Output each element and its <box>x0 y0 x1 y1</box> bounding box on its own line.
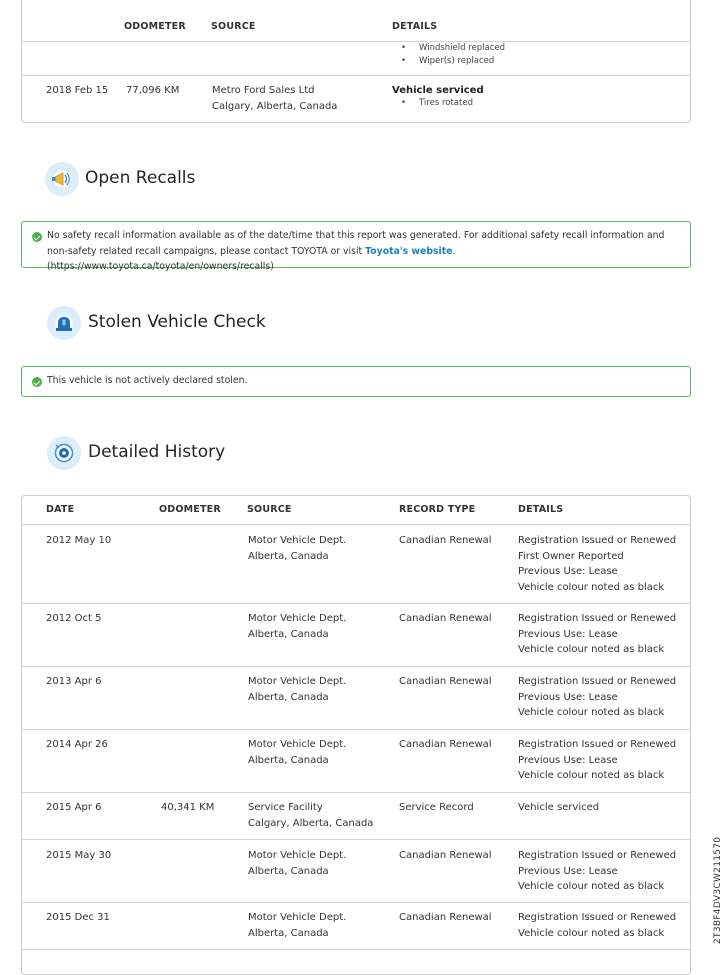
row-date: 2015 Dec 31 <box>46 912 110 923</box>
col-header-date: DATE <box>46 504 75 515</box>
row-details: Registration Issued or Renewed Previous Use: Lease Vehicle colour noted as black <box>518 613 677 656</box>
stolen-check-title: Stolen Vehicle Check <box>88 312 266 332</box>
row-record-type: Canadian Renewal <box>399 850 492 861</box>
detailed-history-title: Detailed History <box>88 442 226 462</box>
open-recalls-title: Open Recalls <box>85 168 196 188</box>
col-header-source: SOURCE <box>247 504 292 515</box>
row-date: 2015 Apr 6 <box>46 802 102 813</box>
row-record-type: Canadian Renewal <box>399 676 492 687</box>
row-odometer: 40,341 KM <box>161 802 215 813</box>
siren-icon <box>47 306 81 340</box>
row-record-type: Canadian Renewal <box>399 613 492 624</box>
row-date: 2012 Oct 5 <box>46 613 102 624</box>
row-date: 2012 May 10 <box>46 535 112 546</box>
row-source: Metro Ford Sales Ltd Calgary, Alberta, Canada <box>212 85 338 112</box>
col-header-source: SOURCE <box>211 21 256 32</box>
row-source: Motor Vehicle Dept. Alberta, Canada <box>248 850 347 877</box>
row-source: Motor Vehicle Dept. Alberta, Canada <box>248 535 347 562</box>
row-detail-title: Vehicle serviced <box>392 85 484 96</box>
row-record-type: Canadian Renewal <box>399 912 492 923</box>
continued-details-list <box>401 42 505 67</box>
toyota-website-link[interactable]: Toyota's website <box>365 245 453 257</box>
history-icon <box>47 436 81 470</box>
col-header-details: DETAILS <box>518 504 564 515</box>
check-circle-icon <box>32 377 42 387</box>
detailed-history-table <box>21 495 691 975</box>
row-details: Registration Issued or Renewed Previous Use: Lease Vehicle colour noted as black <box>518 850 677 893</box>
row-details: Registration Issued or Renewed Previous Use: Lease Vehicle colour noted as black <box>518 676 677 719</box>
col-header-odometer: ODOMETER <box>124 21 186 32</box>
col-header-odometer: ODOMETER <box>159 504 221 515</box>
service-history-table <box>21 0 691 123</box>
row-details: Registration Issued or Renewed First Owner Reported Previous Use: Lease Vehicle colour noted as black <box>518 535 677 593</box>
stolen-check-alert: This vehicle is not actively declared stolen. <box>21 366 691 397</box>
row-details: Registration Issued or Renewed Previous Use: Lease Vehicle colour noted as black <box>518 739 677 782</box>
list-item: • Windshield replaced <box>401 42 505 55</box>
row-details: Registration Issued or Renewed Vehicle colour noted as black <box>518 912 677 939</box>
col-header-record-type: RECORD TYPE <box>399 504 476 515</box>
row-record-type: Service Record <box>399 802 474 813</box>
row-date: 2015 May 30 <box>46 850 112 861</box>
row-date: 2018 Feb 15 <box>46 85 109 96</box>
row-date: 2013 Apr 6 <box>46 676 102 687</box>
vin-margin-label: 2T3BF4DV3CW211570 <box>713 836 723 944</box>
row-source: Motor Vehicle Dept. Alberta, Canada <box>248 613 347 640</box>
row-source: Service Facility Calgary, Alberta, Canada <box>248 802 374 829</box>
list-item: • Wiper(s) replaced <box>401 55 505 68</box>
row-date: 2014 Apr 26 <box>46 739 108 750</box>
row-details: Vehicle serviced <box>518 802 600 813</box>
megaphone-icon <box>45 162 79 196</box>
row-detail-list <box>401 97 473 110</box>
row-source: Motor Vehicle Dept. Alberta, Canada <box>248 739 347 766</box>
row-record-type: Canadian Renewal <box>399 535 492 546</box>
check-circle-icon <box>32 232 42 242</box>
row-odometer: 77,096 KM <box>126 85 180 96</box>
list-item: • Tires rotated <box>401 97 473 110</box>
row-record-type: Canadian Renewal <box>399 739 492 750</box>
row-source: Motor Vehicle Dept. Alberta, Canada <box>248 912 347 939</box>
open-recalls-alert: No safety recall information available as of the date/time that this report was generated. For additional safety recall information and non-safety related recall campaigns, please contact TOYOTA or visit Toyota's website. (https://www.toyota.ca/toyota/en/owners/recalls) <box>21 221 691 268</box>
col-header-details: DETAILS <box>392 21 438 32</box>
row-source: Motor Vehicle Dept. Alberta, Canada <box>248 676 347 703</box>
